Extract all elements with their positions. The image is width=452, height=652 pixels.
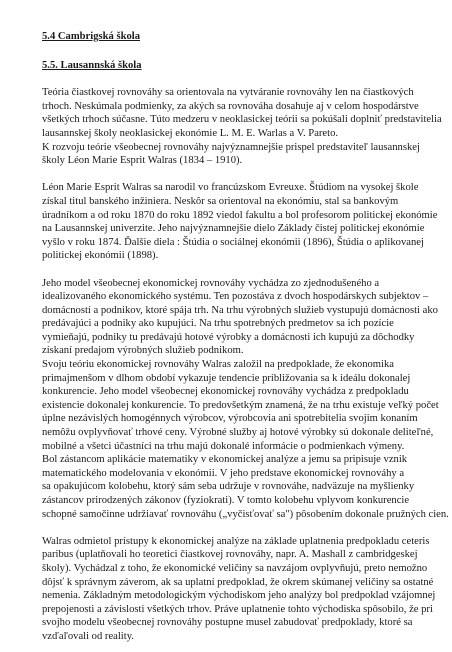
text-line: úradníkom a od roku 1870 do roku 1892 viedol fakultu a bol profesorom politickej ekonómie xyxy=(42,209,438,221)
text-line: získaní predajom výrobných služieb podnikom. xyxy=(42,345,244,357)
text-line: dôjsť k správnym záverom, ak sa uplatní predpoklad, že okrem skúmanej veličiny sa ostatné xyxy=(42,576,434,588)
text-line: Léon Marie Esprit Walras sa narodil vo francúzskom Evreuxe. Štúdiom na vysokej škole xyxy=(42,182,419,194)
text-line: Walras odmietol prístupy k ekonomickej analýze na základe uplatnenia predpokladu ceteris xyxy=(42,535,430,547)
text-line: paribus (uplatňovali ho teoretici čiastkovej rovnováhy, napr. A. Mashall z cambridgeskej xyxy=(42,549,418,561)
text-line: prepojenosti a závislosti všetkých trhov. Práve uplatnenie tohto východiska spôsobilo, že pri xyxy=(42,603,433,615)
text-line: získal titul banského inžiniera. Neskôr sa orientoval na ekonómiu, stal sa bankovým xyxy=(42,195,399,207)
text-line: mobilné a všetci účastníci na trhu majú dokonalé informácie o podmienkach výmeny. xyxy=(42,440,405,452)
heading-lausanne-school: 5.5. Lausannská škola xyxy=(42,59,142,71)
text-line: schopné samočinne udržiavať rovnováhu („vyčisťovať sa") pôsobením dokonale pružných cien. xyxy=(42,508,449,520)
text-line: sa opakujúcom kolobehu, ktorý sám seba udržuje v rovnováhe, nadväzuje na myšlienky xyxy=(42,481,415,493)
document-body xyxy=(42,30,452,652)
text-line: Teória čiastkovej rovnováhy sa orientovala na vytváranie rovnováhy len na čiastkových xyxy=(42,87,414,99)
text-line: Svoju teóriu ekonomickej rovnováhy Walras založil na predpoklade, že ekonomika xyxy=(42,359,394,371)
text-line: primajmenšom v dlhom období vykazuje tendencie približovania sa k ideálu dokonalej xyxy=(42,372,411,384)
text-line: existencie dokonalej konkurencie. To predovšetkým znamená, že na trhu existuje veľký počet xyxy=(42,399,439,411)
text-line: trhoch. Neskúmala podmienky, za akých sa rovnováha dosahuje aj v celom hospodárstve xyxy=(42,100,419,112)
text-line: vymieňajú, podniky tu predávajú hotové výrobky a domácnosti ich kupujú za dôchodky xyxy=(42,331,415,343)
text-line: školy). Vychádzal z toho, že ekonomické veličiny sa navzájom ovplyvňujú, preto nemožno xyxy=(42,562,428,574)
text-line: všetkých trhoch súčasne. Túto medzeru v neoklasickej teórii sa pokúšali doplniť predstavitelia xyxy=(42,114,442,126)
text-line: svojho modelu všeobecnej rovnováhy postupne musel zabudovať predpoklady, ktoré sa xyxy=(42,617,413,629)
text-line: vzďaľovali od reality. xyxy=(42,630,134,642)
text-line: úplne nezávislých homogénnych výrobcov, výrobcovia ani spotrebitelia svojim konaním xyxy=(42,413,418,425)
paragraph-methodology xyxy=(42,535,452,644)
text-line: predávajúci a podniky ako kupujúci. Na trhu spotrebných predmetov sa ich pozície xyxy=(42,318,394,330)
paragraph-intro xyxy=(42,86,452,168)
text-line: vyšlo v roku 1874. Ďalšie diela : Štúdia o sociálnej ekonómii (1896), Štúdia o aplikovanej xyxy=(42,236,424,248)
text-line: školy Léon Marie Esprit Walras (1834 – 1910). xyxy=(42,155,243,167)
text-line: matematického modelovania v ekonómii. V jeho predstave ekonomickej rovnováhy a xyxy=(42,467,405,479)
text-line: nemôžu ovplyvňovať trhové ceny. Výrobné služby aj hotové výrobky sú dokonale deliteľné, xyxy=(42,427,434,439)
text-line: lausannskej školy neoklasickej ekonómie L. M. E. Warlas a V. Pareto. xyxy=(42,127,339,139)
text-line: zástancov prirodzených zákonov (fyziokrati). V tomto kolobehu vplyvom konkurencie xyxy=(42,495,410,506)
text-line: domácností a podnikov, ktoré spája trh. Na trhu výrobných služieb vystupujú domácnosti ako xyxy=(42,304,438,316)
text-line: K rozvoju teórie všeobecnej rovnováhy najvýznamnejšie prispel predstaviteľ lausannskej xyxy=(42,141,420,153)
heading-cambridge-school: 5.4 Cambrigská škola xyxy=(42,31,141,42)
text-line: konkurencie. Jeho model všeobecnej ekonomickej rovnováhy vychádza z predpokladu xyxy=(42,386,409,398)
paragraph-biography xyxy=(42,181,452,263)
text-line: na Lausannskej univerzite. Jeho najvýznamnejšie dielo Základy čistej politickej ekonómie xyxy=(42,223,425,235)
paragraph-model xyxy=(42,277,452,522)
text-line: idealizovaného ekonomického systému. Ten pozostáva z dvoch hospodárskych subjektov – xyxy=(42,291,429,303)
text-line: nemenia. Základným metodologickým východiskom jeho analýzy bol predpoklad vzájomnej xyxy=(42,590,436,602)
text-line: Jeho model všeobecnej ekonomickej rovnováhy vychádza zo zjednodušeného a xyxy=(42,277,380,289)
text-line: politickej ekonómii (1898). xyxy=(42,250,159,262)
text-line: Bol zástancom aplikácie matematiky v ekonomickej analýze a jemu sa pripisuje vznik xyxy=(42,454,408,466)
